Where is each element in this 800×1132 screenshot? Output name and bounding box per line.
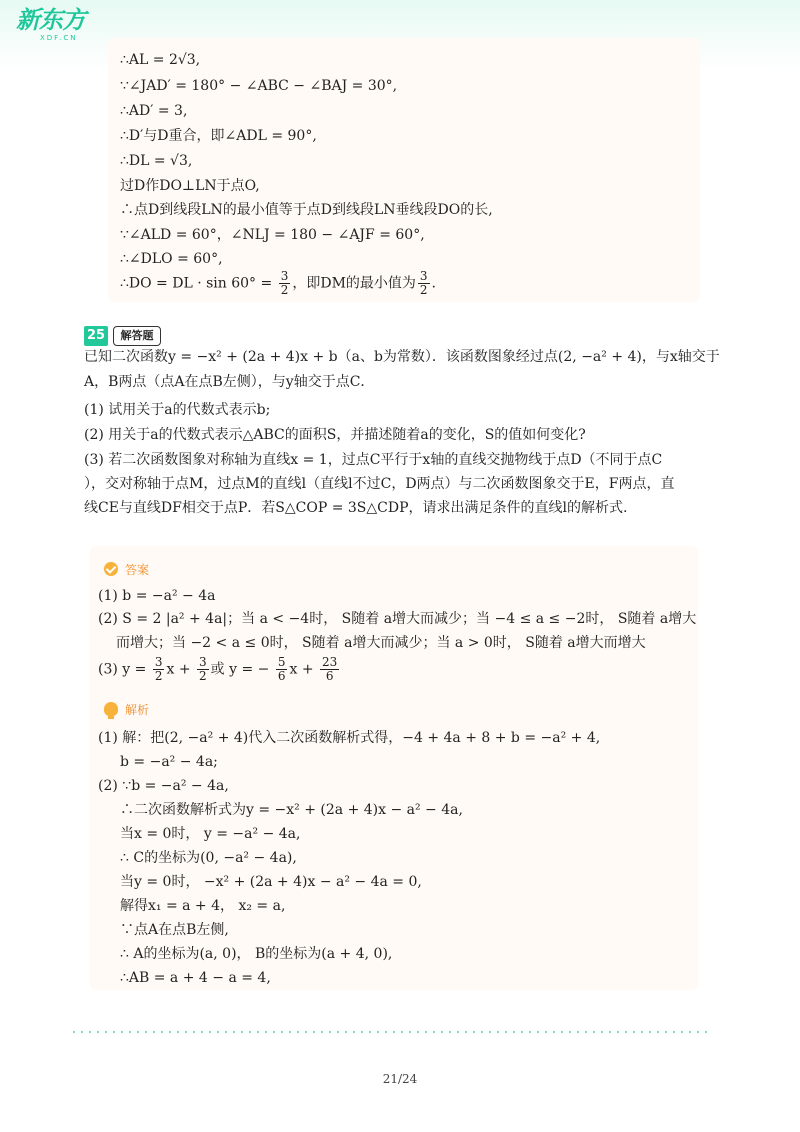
- footer-divider: [70, 1031, 710, 1033]
- prev-line-1: ∴AL = 2√3,: [120, 52, 201, 68]
- analysis-8: 解得x₁ = a + 4， x₂ = a,: [120, 898, 286, 914]
- answer-3: [98, 656, 341, 683]
- analysis-3: (2) ∵b = −a² − 4a,: [98, 778, 229, 794]
- prev-line-7: ∴点D到线段LN的最小值等于点D到线段LN垂线段DO的长,: [120, 202, 493, 218]
- frac-num-b: 3: [419, 269, 428, 283]
- answer-label: 答案: [125, 563, 150, 577]
- fraction-3-2-b: [418, 270, 430, 297]
- frac-den: 6: [277, 669, 286, 683]
- logo-text: 新东方: [16, 6, 85, 34]
- analysis-10: ∴ A的坐标为(a, 0)， B的坐标为(a + 4, 0),: [120, 946, 393, 962]
- analysis-4: ∴二次函数解析式为y = −x² + (2a + 4)x − a² − 4a,: [120, 802, 463, 818]
- answer-3-mid3: x +: [289, 661, 314, 678]
- check-icon: [104, 562, 118, 576]
- frac-den: 2: [280, 283, 289, 297]
- page-number: 21/24: [382, 1072, 418, 1086]
- question-part-3c: 线CE与直线DF相交于点P．若S△COP = 3S△CDP，请求出满足条件的直线l的解析式.: [84, 500, 628, 516]
- xdf-logo: [16, 6, 96, 48]
- question-part-1: (1) 试用关于a的代数式表示b;: [84, 402, 271, 418]
- prev-line-4: ∴D′与D重合，即∠ADL = 90°,: [120, 128, 317, 144]
- frac-num: 3: [154, 655, 163, 669]
- analysis-11: ∴AB = a + 4 − a = 4,: [120, 970, 271, 986]
- answer-3-mid2: 或 y = −: [210, 661, 270, 678]
- question-stem-2: A，B两点（点A在点B左侧），与y轴交于点C．: [84, 374, 375, 390]
- logo-subtext: XDF.CN: [40, 34, 78, 42]
- prev-line-3: ∴AD′ = 3,: [120, 103, 188, 119]
- question-stem-1: 已知二次函数y = −x² + (2a + 4)x + b（a、b为常数）．该函数图象经过点(2, −a² + 4)，与x轴交于: [84, 349, 720, 365]
- lightbulb-icon: [104, 702, 118, 716]
- question-number-badge: 25: [84, 326, 108, 346]
- analysis-5: 当x = 0时， y = −a² − 4a,: [120, 826, 301, 842]
- prev-line-10-a: ∴DO = DL · sin 60° =: [120, 275, 273, 292]
- prev-line-5: ∴DL = √3,: [120, 153, 193, 169]
- prev-line-10-c: .: [431, 275, 436, 292]
- answer-frac-4: [320, 656, 339, 683]
- analysis-9: ∵点A在点B左侧,: [120, 922, 229, 938]
- question-type-badge: 解答题: [113, 326, 161, 346]
- frac-den-b: 2: [419, 283, 428, 297]
- answer-3-mid1: x +: [166, 661, 191, 678]
- frac-den: 2: [199, 669, 207, 683]
- answer-1: (1) b = −a² − 4a: [98, 588, 216, 604]
- frac-den: 6: [325, 669, 334, 683]
- prev-line-10: [120, 270, 436, 297]
- analysis-1: (1) 解：把(2, −a² + 4)代入二次函数解析式得，−4 + 4a + 8 + b = −a² + 4,: [98, 730, 601, 746]
- prev-line-2: ∵∠JAD′ = 180° − ∠ABC − ∠BAJ = 30°,: [120, 78, 398, 94]
- answer-frac-2: [197, 656, 209, 683]
- analysis-7: 当y = 0时， −x² + (2a + 4)x − a² − 4a = 0,: [120, 874, 422, 890]
- question-part-3b: ），交对称轴于点M，过点M的直线l（直线l不过C，D两点）与二次函数图象交于E，F两点，直: [84, 476, 675, 492]
- answer-frac-1: [153, 656, 165, 683]
- frac-den: 2: [154, 669, 163, 683]
- question-part-3a: (3) 若二次函数图象对称轴为直线x = 1，过点C平行于x轴的直线交抛物线于点D（不同于点C: [84, 452, 663, 468]
- frac-num: 3: [280, 269, 289, 283]
- answer-2a: (2) S = 2 |a² + 4a|；当 a < −4时， S随着 a增大而减少；当 −4 ≤ a ≤ −2时， S随着 a增大: [98, 611, 697, 627]
- prev-line-6: 过D作DO⊥LN于点O,: [120, 178, 260, 194]
- answer-3-prefix: (3) y =: [98, 661, 147, 678]
- analysis-2: b = −a² − 4a;: [120, 754, 218, 770]
- frac-num: 5: [277, 655, 286, 669]
- frac-num: 23: [322, 655, 338, 669]
- frac-num: 3: [199, 655, 207, 669]
- prev-line-8: ∵∠ALD = 60°，∠NLJ = 180 − ∠AJF = 60°,: [120, 227, 425, 243]
- answer-2b: 而增大；当 −2 < a ≤ 0时， S随着 a增大而减少；当 a > 0时， S随着 a增大而增大: [116, 635, 646, 651]
- answer-frac-3: [276, 656, 288, 683]
- analysis-label: 解析: [125, 703, 150, 717]
- question-part-2: (2) 用关于a的代数式表示△ABC的面积S，并描述随着a的变化，S的值如何变化?: [84, 427, 586, 443]
- prev-line-9: ∴∠DLO = 60°,: [120, 251, 223, 267]
- analysis-6: ∴ C的坐标为(0, −a² − 4a),: [120, 850, 297, 866]
- fraction-3-2: [279, 270, 291, 297]
- prev-line-10-b: ，即DM的最小值为: [292, 275, 416, 292]
